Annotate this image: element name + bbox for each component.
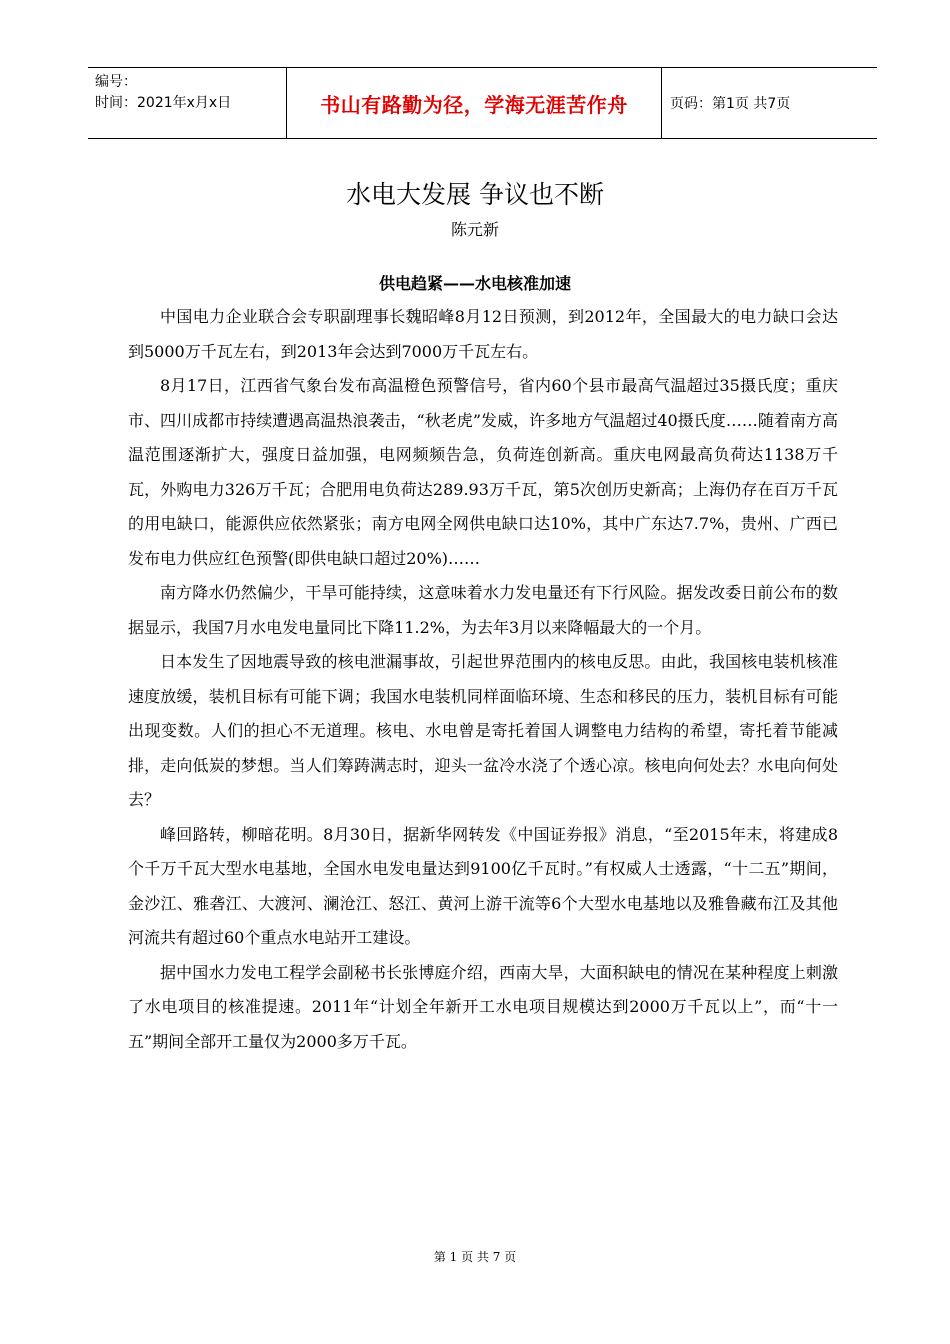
document-time-label: 时间：2021年x月x日	[95, 95, 232, 111]
article-title: 水电大发展 争议也不断	[346, 180, 604, 209]
header-page-cell	[662, 68, 877, 138]
paragraph: 日本发生了因地震导致的核电泄漏事故，引起世界范围内的核电反思。由此，我国核电装机核准速度放缓，装机目标有可能下调；我国水电装机同样面临环境、生态和移民的压力，装机目标有可能出现变数。人们的担心不无道理。核电、水电曾是寄托着国人调整电力结构的希望，寄托着节能减排，走向低炭的梦想。当人们筹踌满志时，迎头一盆冷水浇了个透心凉。核电向何处去？水电向何处去？	[128, 652, 838, 809]
paragraph: 8月17日，江西省气象台发布高温橙色预警信号，省内60个县市最高气温超过35摄氏度；重庆市、四川成都市持续遭遇高温热浪袭击，“秋老虎”发威，许多地方气温超过40摄氏度……随着南方高温范围逐渐扩大，强度日益加强，电网频频告急，负荷连创新高。重庆电网最高负荷达1138万千瓦，外购电力326万千瓦；合肥用电负荷达289.93万千瓦，第5次创历史新高；上海仍存在百万千瓦的用电缺口，能源供应依然紧张；南方电网全网供电缺口达10%，其中广东达7.7%，贵州、广西已发布电力供应红色预警(即供电缺口超过20%)……	[128, 376, 838, 568]
header-motto-cell	[286, 68, 662, 138]
document-number-label: 编号：	[95, 74, 137, 90]
header-meta-cell	[88, 68, 286, 138]
header-table	[88, 67, 877, 139]
section-title: 供电趋紧——水电核准加速	[378, 274, 571, 293]
header-page-label: 页码：第1页 共7页	[670, 96, 791, 112]
paragraph: 据中国水力发电工程学会副秘书长张博庭介绍，西南大旱，大面积缺电的情况在某种程度上刺激了水电项目的核准提速。2011年“计划全年新开工水电项目规模达到2000万千瓦以上”，而“十一五”期间全部开工量仅为2000多万千瓦。	[128, 962, 838, 1051]
paragraph: 中国电力企业联合会专职副理事长魏昭峰8月12日预测，到2012年，全国最大的电力缺口会达到5000万千瓦左右，到2013年会达到7000万千瓦左右。	[128, 307, 838, 361]
header-motto: 书山有路勤为径，学海无涯苦作舟	[320, 92, 628, 117]
paragraph: 峰回路转，柳暗花明。8月30日，据新华网转发《中国证券报》消息，“至2015年末，将建成8个千万千瓦大型水电基地，全国水电发电量达到9100亿千瓦时。”有权威人士透露，“十二五”期间，金沙江、雅砻江、大渡河、澜沧江、怒江、黄河上游干流等6个大型水电基地以及雅鲁藏布江及其他河流共有超过60个重点水电站开工建设。	[128, 824, 838, 947]
article-body	[128, 300, 838, 1059]
paragraph: 南方降水仍然偏少，干旱可能持续，这意味着水力发电量还有下行风险。据发改委日前公布的数据显示，我国7月水电发电量同比下降11.2%，为去年3月以来降幅最大的一个月。	[128, 583, 838, 637]
article-author: 陈元新	[450, 220, 499, 239]
page-footer: 第 1 页 共 7 页	[433, 1250, 517, 1264]
